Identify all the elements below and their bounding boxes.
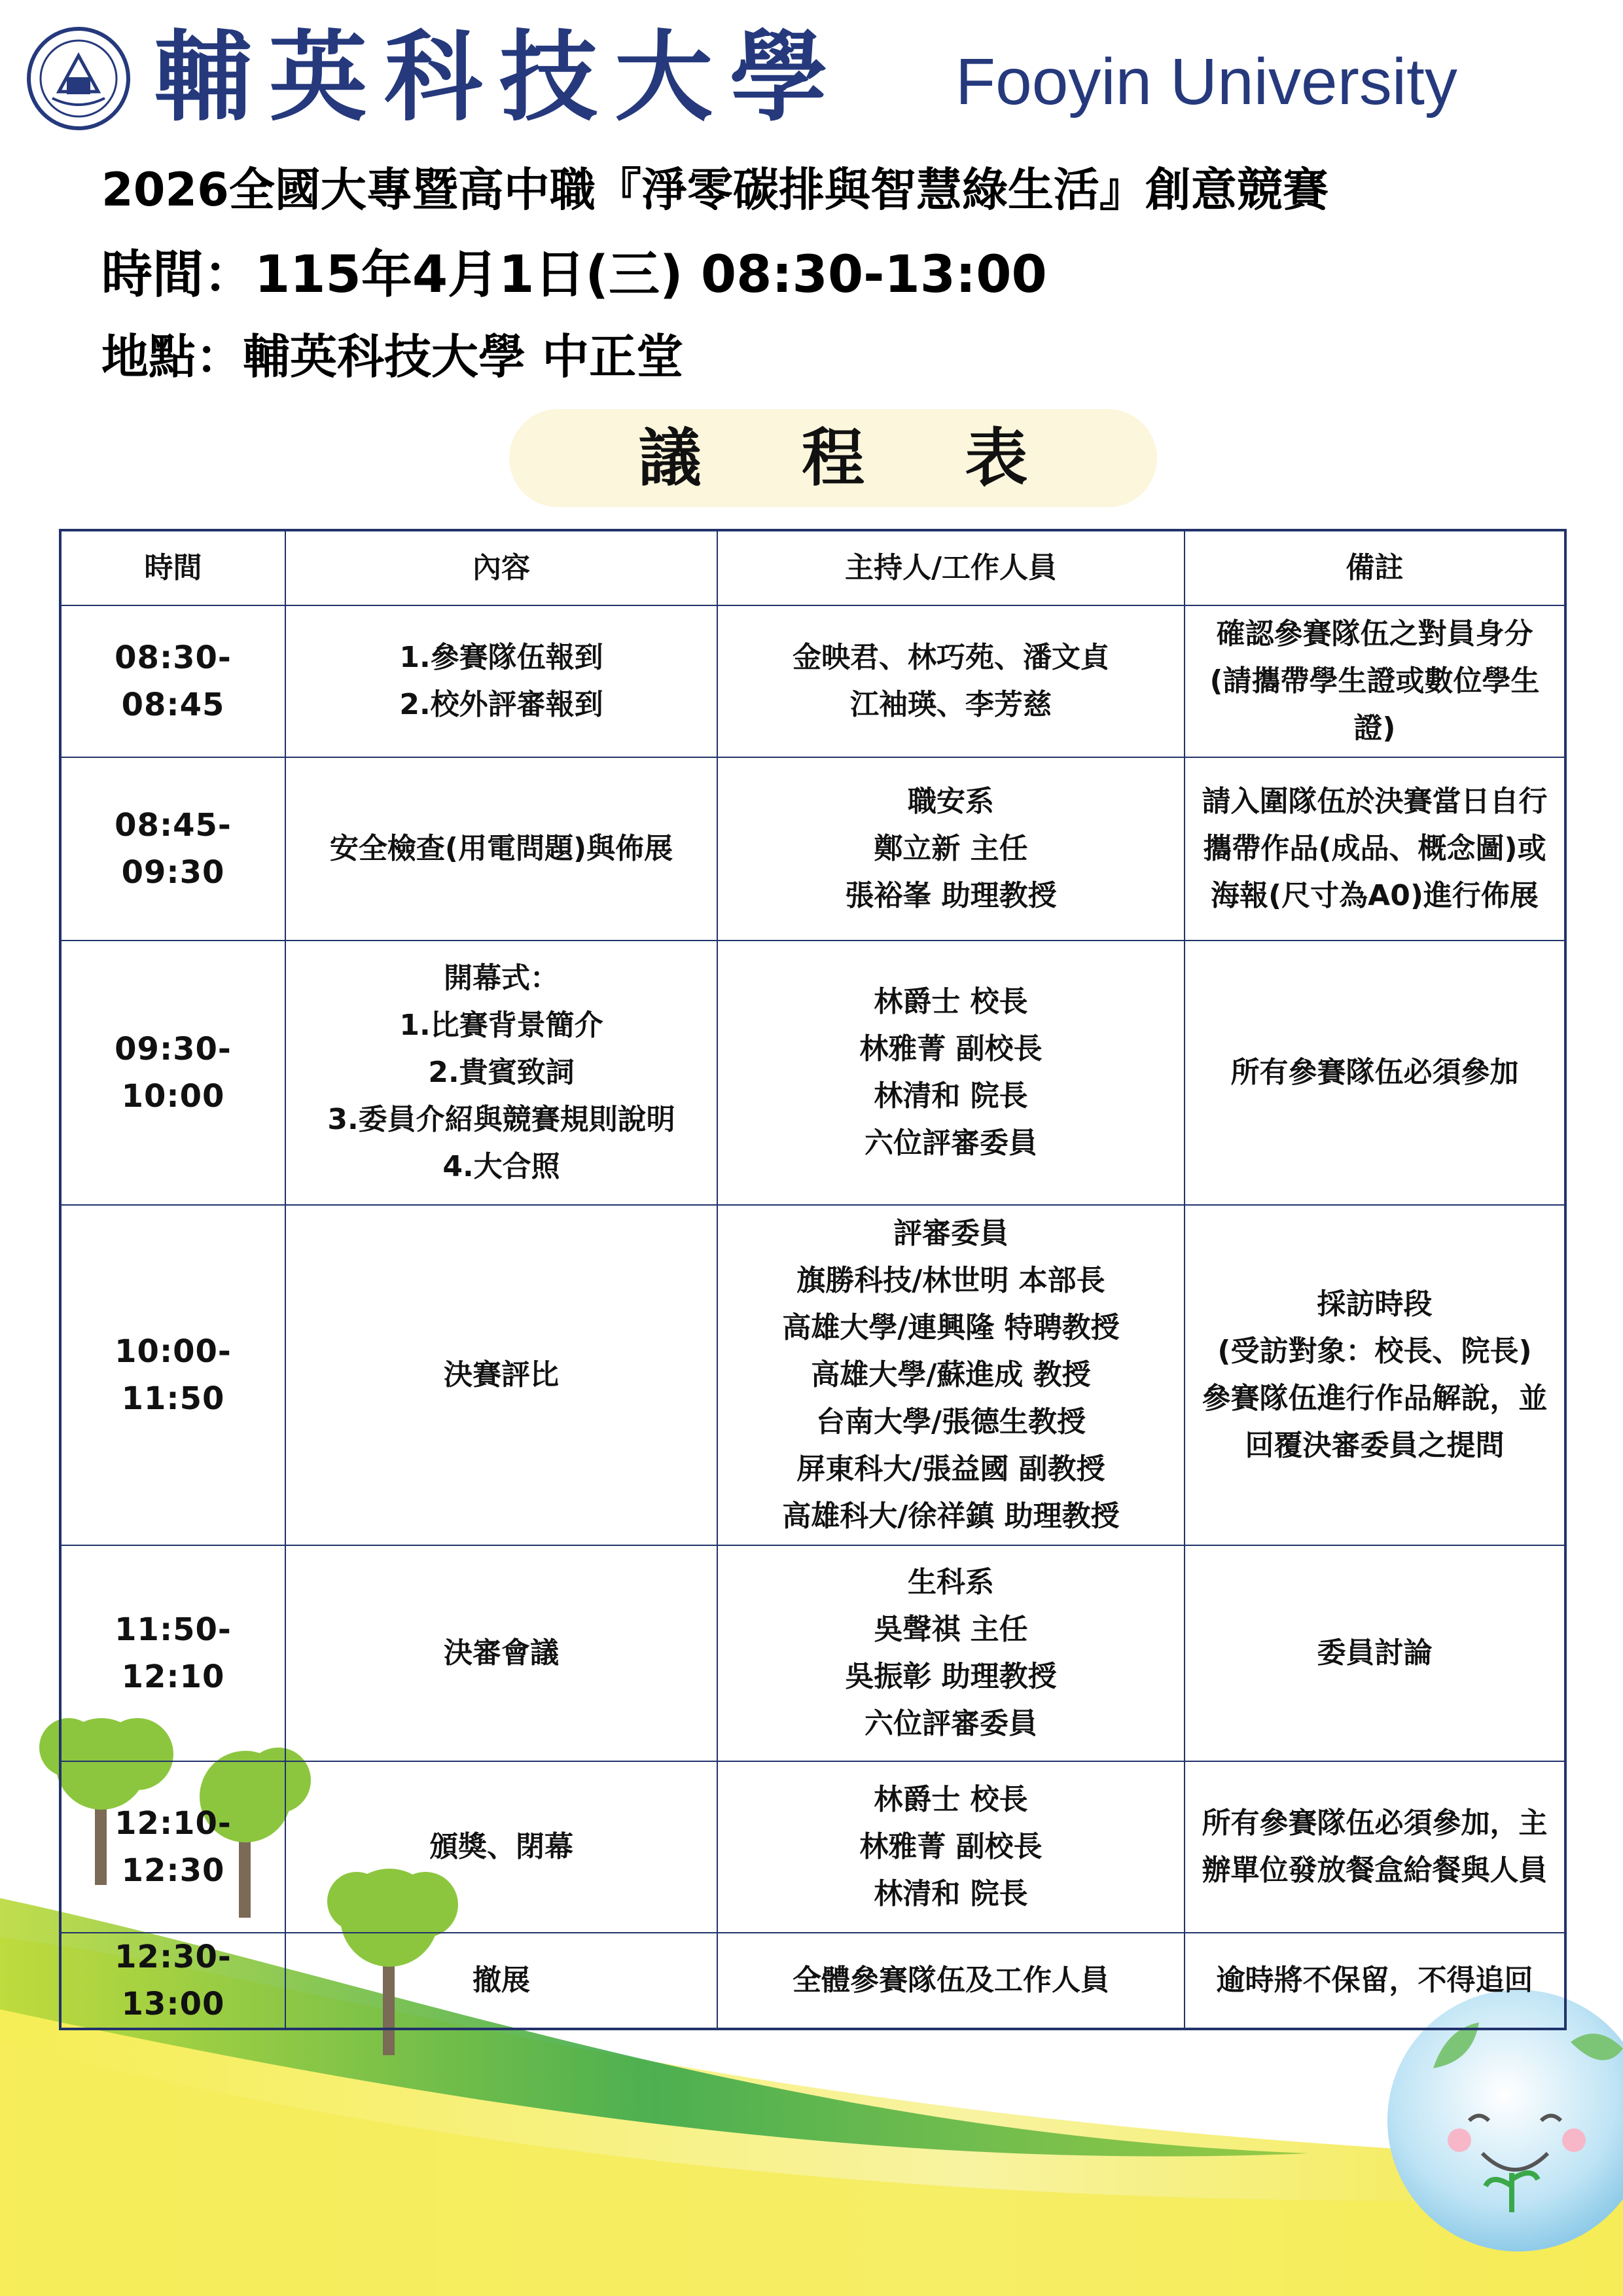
row-notes-line: 逾時將不保留，不得追回 xyxy=(1216,1964,1533,1997)
row-content-line: 決賽評比 xyxy=(444,1358,559,1391)
row-content xyxy=(285,941,717,1205)
row-staff-line: 林爵士 校長 xyxy=(874,1783,1028,1816)
row-content xyxy=(285,1545,717,1761)
university-name-chinese: 輔英科技大學 xyxy=(154,20,846,135)
column-header-notes: 備註 xyxy=(1185,530,1565,605)
table-row xyxy=(60,1933,1565,2029)
event-venue: 地點：輔英科技大學 中正堂 xyxy=(101,329,684,384)
row-notes-line: 攜帶作品(成品、概念圖)或 xyxy=(1203,832,1546,865)
row-time: 12:10-12:30 xyxy=(60,1761,285,1933)
row-staff-line: 林清和 院長 xyxy=(874,1079,1028,1113)
row-content-line: 安全檢查(用電問題)與佈展 xyxy=(329,832,673,865)
table-row xyxy=(60,1761,1565,1933)
row-staff-line: 鄭立新 主任 xyxy=(874,832,1028,865)
row-time: 12:30-13:00 xyxy=(60,1933,285,2029)
row-content-line: 2.校外評審報到 xyxy=(399,688,603,721)
column-header-staff: 主持人/工作人員 xyxy=(717,530,1185,605)
row-content xyxy=(285,1761,717,1933)
row-content-line: 撤展 xyxy=(473,1964,530,1997)
row-staff-line: 林爵士 校長 xyxy=(874,985,1028,1018)
table-row xyxy=(60,1205,1565,1545)
row-content-line: 1.比賽背景簡介 xyxy=(399,1009,603,1042)
row-content xyxy=(285,757,717,941)
row-content xyxy=(285,605,717,757)
row-staff xyxy=(717,757,1185,941)
row-notes-line: 海報(尺寸為A0)進行佈展 xyxy=(1211,879,1539,912)
row-staff-line: 屏東科大/張益國 副教授 xyxy=(796,1452,1105,1486)
row-notes xyxy=(1185,757,1565,941)
row-staff xyxy=(717,605,1185,757)
column-header-time: 時間 xyxy=(60,530,285,605)
event-time: 時間：115年4月1日(三) 08:30-13:00 xyxy=(101,245,1047,304)
row-staff-line: 林雅菁 副校長 xyxy=(859,1032,1043,1066)
row-content-line: 開幕式： xyxy=(444,961,559,995)
column-header-content: 內容 xyxy=(285,530,717,605)
row-staff-line: 六位評審委員 xyxy=(865,1126,1037,1160)
header xyxy=(26,20,1597,137)
row-staff-line: 高雄大學/連興隆 特聘教授 xyxy=(782,1311,1120,1344)
row-staff-line: 江袖瑛、李芳慈 xyxy=(850,688,1052,721)
row-content-line: 2.貴賓致詞 xyxy=(428,1056,575,1089)
agenda-table xyxy=(59,529,1567,2030)
row-notes xyxy=(1185,1933,1565,2029)
row-notes xyxy=(1185,1545,1565,1761)
row-notes xyxy=(1185,1761,1565,1933)
university-seal-icon xyxy=(26,26,131,131)
row-notes-line: 證) xyxy=(1353,711,1396,745)
row-staff xyxy=(717,1933,1185,2029)
row-staff xyxy=(717,1545,1185,1761)
row-staff-line: 全體參賽隊伍及工作人員 xyxy=(793,1964,1109,1997)
row-time: 11:50-12:10 xyxy=(60,1545,285,1761)
table-row xyxy=(60,757,1565,941)
row-staff-line: 吳聲祺 主任 xyxy=(874,1613,1028,1646)
row-staff-line: 旗勝科技/林世明 本部長 xyxy=(796,1264,1105,1297)
row-notes-line: (請攜帶學生證或數位學生 xyxy=(1209,664,1540,698)
row-content-line: 3.委員介紹與競賽規則說明 xyxy=(327,1103,675,1136)
row-notes-line: 參賽隊伍進行作品解說，並 xyxy=(1202,1382,1548,1415)
row-staff-line: 高雄大學/蘇進成 教授 xyxy=(811,1358,1091,1391)
row-staff-line: 林雅菁 副校長 xyxy=(859,1830,1043,1863)
row-staff-line: 高雄科大/徐祥鎮 助理教授 xyxy=(782,1499,1120,1533)
table-row xyxy=(60,941,1565,1205)
row-content xyxy=(285,1205,717,1545)
table-header-row xyxy=(60,530,1565,605)
row-notes xyxy=(1185,1205,1565,1545)
row-notes-line: 請入圍隊伍於決賽當日自行 xyxy=(1202,785,1548,818)
row-staff-line: 金映君、林巧苑、潘文貞 xyxy=(793,641,1109,674)
row-staff-line: 林清和 院長 xyxy=(874,1877,1028,1910)
row-notes-line: 所有參賽隊伍必須參加，主 xyxy=(1202,1806,1548,1840)
row-notes-line: (受訪對象：校長、院長) xyxy=(1217,1335,1532,1368)
row-notes-line: 辦單位發放餐盒給餐與人員 xyxy=(1202,1854,1548,1887)
row-staff-line: 六位評審委員 xyxy=(865,1707,1037,1740)
row-notes xyxy=(1185,605,1565,757)
event-title: 2026全國大專暨高中職『淨零碳排與智慧綠生活』創意競賽 xyxy=(101,163,1329,217)
row-staff-line: 台南大學/張德生教授 xyxy=(815,1405,1086,1439)
table-row xyxy=(60,605,1565,757)
university-name-english: Fooyin University xyxy=(955,45,1457,118)
agenda-body xyxy=(60,605,1565,2029)
row-notes-line: 所有參賽隊伍必須參加 xyxy=(1230,1056,1519,1089)
row-staff-line: 職安系 xyxy=(908,785,994,818)
row-staff-line: 張裕峯 助理教授 xyxy=(845,879,1057,912)
row-content-line: 4.大合照 xyxy=(442,1150,560,1183)
table-row xyxy=(60,1545,1565,1761)
row-staff xyxy=(717,941,1185,1205)
row-time: 08:45-09:30 xyxy=(60,757,285,941)
row-notes-line: 採訪時段 xyxy=(1317,1287,1433,1321)
row-time: 08:30-08:45 xyxy=(60,605,285,757)
agenda-heading: 議 程 表 xyxy=(509,409,1157,507)
row-notes xyxy=(1185,941,1565,1205)
row-staff xyxy=(717,1205,1185,1545)
row-notes-line: 確認參賽隊伍之對員身分 xyxy=(1216,617,1533,651)
row-staff-line: 吳振彰 助理教授 xyxy=(845,1660,1057,1693)
row-notes-line: 委員討論 xyxy=(1317,1636,1433,1670)
row-notes-line: 回覆決審委員之提問 xyxy=(1245,1429,1505,1462)
row-content-line: 1.參賽隊伍報到 xyxy=(399,641,603,674)
row-content-line: 決審會議 xyxy=(444,1636,559,1670)
row-content xyxy=(285,1933,717,2029)
row-staff-line: 生科系 xyxy=(908,1566,994,1599)
row-content-line: 頒獎、閉幕 xyxy=(429,1830,573,1863)
row-staff-line: 評審委員 xyxy=(893,1217,1008,1250)
row-time: 09:30-10:00 xyxy=(60,941,285,1205)
row-time: 10:00-11:50 xyxy=(60,1205,285,1545)
row-staff xyxy=(717,1761,1185,1933)
